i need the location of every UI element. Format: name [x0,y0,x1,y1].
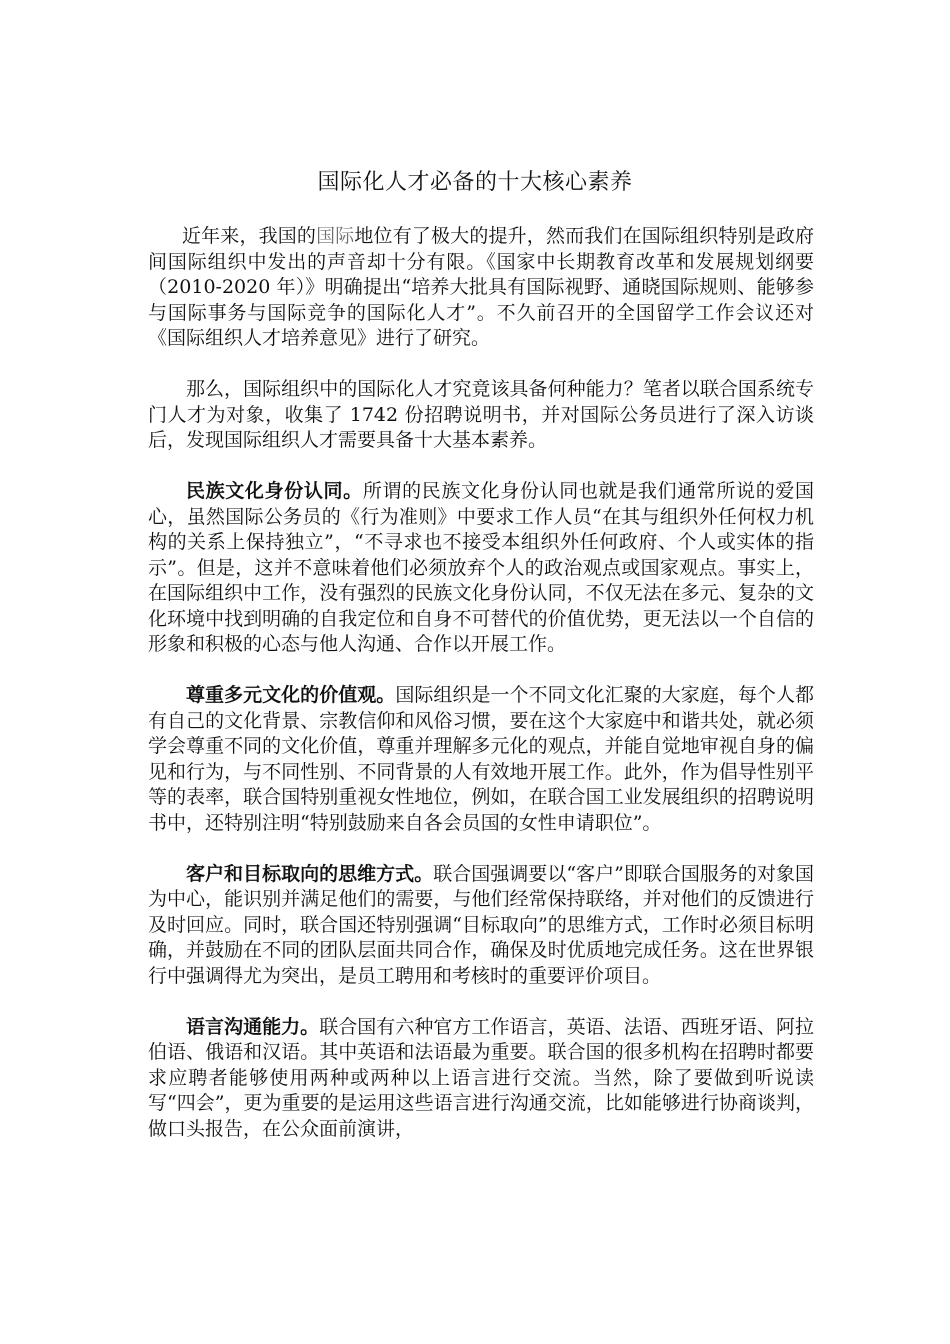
paragraph-client-orientation [148,862,814,990]
paragraph-intro [148,224,814,352]
section-heading: 尊重多元文化的价值观。 [186,684,396,706]
paragraph-text: 国际组织是一个不同文化汇聚的大家庭，每个人都有自己的文化背景、宗教信仰和风俗习惯，要在这个大家庭中和谐共处，就必须学会尊重不同的文化价值，尊重并理解多元化的观点，并能自觉地审视自身的偏见和行为，与不同性别、不同背景的人有效地开展工作。此外，作为倡导性别平等的表率，联合国特别重视女性地位，例如，在联合国工业发展组织的招聘说明书中，还特别注明“特别鼓励来自各会员国的女性申请职位”。 [148,684,814,834]
section-heading: 民族文化身份认同。 [186,480,363,502]
paragraph-overview [148,377,814,454]
section-heading: 客户和目标取向的思维方式。 [186,862,434,885]
paragraph-cultural-identity [148,479,814,658]
paragraph-text: 所谓的民族文化身份认同也就是我们通常所说的爱国心，虽然国际公务员的《行为准则》中要求工作人员“在其与组织外任何权力机构的关系上保持独立”，“不寻求也不接受本组织外任何政府、个人或实体的指示”。但是，这并不意味着他们必须放弃个人的政治观点或国家观点。事实上，在国际组织中工作，没有强烈的民族文化身份认同，不仅无法在多元、复杂的文化环境中找到明确的自我定位和自身不可替代的价值优势，更无法以一个自信的形象和积极的心态与他人沟通、合作以开展工作。 [148,480,814,655]
paragraph-text: 联合国强调要以“客户”即联合国服务的对象国为中心，能识别并满足他们的需要，与他们经常保持联络，并对他们的反馈进行及时回应。同时，联合国还特别强调“目标取向”的思维方式，工作时必须目标明确，并鼓励在不同的团队层面共同合作，确保及时优质地完成任务。这在世界银行中强调得尤为突出，是员工聘用和考核时的重要评价项目。 [148,862,814,987]
section-heading: 语言沟通能力。 [186,1015,320,1038]
paragraph-text: 那么，国际组织中的国际化人才究竟该具备何种能力？笔者以联合国系统专门人才为对象，收集了 1742 份招聘说明书，并对国际公务员进行了深入访谈后，发现国际组织人才需要具备十大基本素养。 [148,378,814,451]
paragraph-language-skills [148,1015,814,1143]
paragraph-text: 联合国有六种官方工作语言，英语、法语、西班牙语、阿拉伯语、俄语和汉语。其中英语和法语最为重要。联合国的很多机构在招聘时都要求应聘者能够使用两种或两种以上语言进行交流。当然，除了要做到听说读写“四会”，更为重要的是运用这些语言进行沟通交流，比如能够进行协商谈判，做口头报告，在公众面前演讲， [148,1015,814,1140]
document-body [148,224,814,1168]
paragraph-multicultural-values [148,683,814,836]
document-title: 国际化人才必备的十大核心素养 [317,170,633,195]
paragraph-text: 地位有了极大的提升，然而我们在国际组织特别是政府间国际组织中发出的声音却十分有限。《国家中长期教育改革和发展规划纲要（2010-2020 年）》明确提出“培养大批具有国际视野、通晓国际规则、能够参与国际事务与国际竞争的国际化人才”。不久前召开的全国留学工作会议还对《国际组织人才培养意见》进行了研究。 [148,225,814,349]
paragraph-text: 近年来，我国的 [182,225,317,247]
highlighted-word: 国际 [316,225,355,247]
